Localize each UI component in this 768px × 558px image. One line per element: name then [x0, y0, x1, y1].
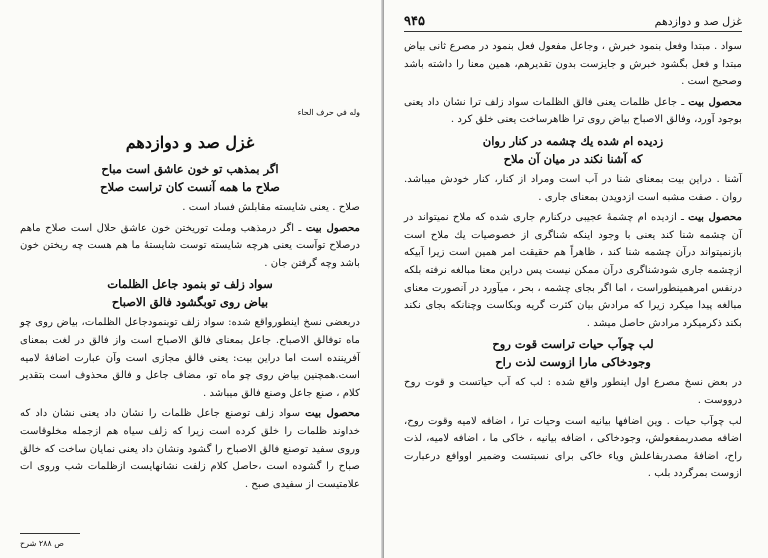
commentary-paragraph: دربعضی نسخ اینطورواقع شده: سواد زلف توبنمودجاعل الظلمات، بیاض روی چو ماه توفالق الاصباح. جاعل بمعنای فالق الاصباح است واز فالق در لغت بمعنای آفریننده است اما دراین بیت: یعنی فالق مجازی است وآن عبارت اضافهٔ لامیه است.همچنین بیاض روی چو ماه تو، مضاف جاعل و فالق محذوف است بتقدیر کلام ، صنع جاعل وصنع فالق میباشد . [20, 317, 360, 399]
verse-line: سواد زلف تو بنمود جاعل الظلمات [107, 277, 273, 292]
verse-line: بیاض روی توبگشود فالق الاصباح [111, 295, 269, 310]
commentary-paragraph [20, 220, 360, 273]
running-head-title: غزل صد و دوازدهم [654, 15, 742, 28]
commentary-paragraph: لب چوآب حیات . وین اضافها بیانیه است وحیات ترا ، اضافه لامیه وقوت روح، اضافه مصدربمفعولش، وجودخاکی ، اضافه بیانیه ، خاکی ما ، اضافه لامیه، لذت راح، اضافهٔ مصدربفاعلش ویاء خاکی برای نسبتست وضمیر اووافع درعبارت ازوست بمرگردد بلب . [404, 415, 742, 480]
verse-line: صلاح ما همه آنست کان تراست صلاح [100, 180, 280, 194]
summary-label: محصول بیت [688, 95, 742, 108]
summary-label: محصول بیت [688, 211, 743, 224]
verse-line: لب چوآب حیات تراست قوت روح [492, 337, 654, 352]
summary-text: ـ اگر درمذهب وملت توریختن خون عاشق حلال است صلاح ماهم درصلاح توآست یعنی هرچه شایسته توست شایستهٔ ما هم هست چه ریختن خون باشد وچه گرفتن جان . [20, 222, 360, 269]
verse-line: زدیده ام شده یك چشمه در کنار روان [482, 133, 664, 148]
footnote: ص ۲۸۸ شرح [20, 539, 64, 548]
right-page [384, 0, 768, 558]
ghazal-title: غزل صد و دوازدهم [125, 133, 255, 152]
commentary-paragraph [20, 405, 360, 493]
summary-text: سواد زلف توصنع جاعل ظلمات را نشان داد یعنی نشان داد که خداوند ظلمات را خلق کرده است زیرا که زلف سیاه هم ازجمله مخلوقاست وروی سفید توصنع فالق الاصباح را گشود ونشان داد یعنی نمایان ساخت که خالق صباح را گشوده است ،حاصل کلام زلفت نشانهایست ازظلمات شب وروی ات علامتیست از سفیدی صبح . [20, 408, 360, 490]
running-header [404, 14, 742, 32]
summary-label: محصول بیت [305, 221, 360, 234]
commentary-paragraph: سواد . مبتدا وفعل بنمود خبرش ، وجاعل مفعول فعل بنمود در مصرع ثانی بیاض مبتدا و فعل بگشود خبرش و جایزست بدون تقدیرهم، همین معنا را داشته باشد وصحیح است . [404, 41, 742, 88]
commentary-paragraph [404, 94, 742, 129]
verse-line: وجودخاکی مارا ازوست لذت راح [495, 355, 651, 370]
verse-line: که آشنا نکند در میان آن ملاح [503, 151, 643, 166]
commentary-paragraph: آشنا . دراین بیت بمعنای شنا در آب است ومراد از کنار، کنار خودش میباشد. روان . صفت مشبه است ازدویدن بمعنای جاری . [404, 173, 742, 203]
footnote-rule [20, 533, 80, 534]
summary-text: ـ ازدیده ام چشمهٔ عجیبی درکنارم جاری شده که ملاح نمیتواند در آن چشمه شنا کند یعنی با وجود اینکه شناگری از خصوصیات یك ملاح است بازنمیتواند درآن چشمه شنا کند ، ظاهراً هم حقیقت امر همین است زیرا آبیکه ازچشمه جاری شودشناگری درآن ممکن نیست پس دراین معنا مبالغه نرفته بلکه درنفس امرهمینطوراست ، اما اگر بجای چشمه ، بحر ، میآورد در آنصورت معنای مبالغه پیدا میکرد زیرا که مرادش بیان کثرت گریه وبکاست وچنانکه بجای نکند بکند ذکرمیکرد مرادش حاصل میشد . [404, 212, 742, 329]
summary-text: ـ جاعل ظلمات یعنی فالق الظلمات سواد زلف ترا نشان داد یعنی بوجود آورد، وفالق الاصباح بیاض روی ترا ظاهرساخت یعنی خلق کرد . [404, 96, 742, 126]
section-heading: وله في حرف الحاء [297, 108, 360, 117]
commentary-paragraph [404, 209, 742, 332]
summary-label: محصول بیت [305, 407, 360, 420]
page-number: ۹۴۵ [404, 14, 425, 29]
commentary-paragraph: صلاح . یعنی شایسته مقابلش فساد است . [182, 202, 360, 213]
verse-line: اگر بمذهب تو خون عاشق است مباح [101, 162, 279, 176]
commentary-paragraph: در بعض نسخ مصرع اول اینطور واقع شده : لب که آب حیاتست و قوت روح درووست . [404, 377, 742, 406]
